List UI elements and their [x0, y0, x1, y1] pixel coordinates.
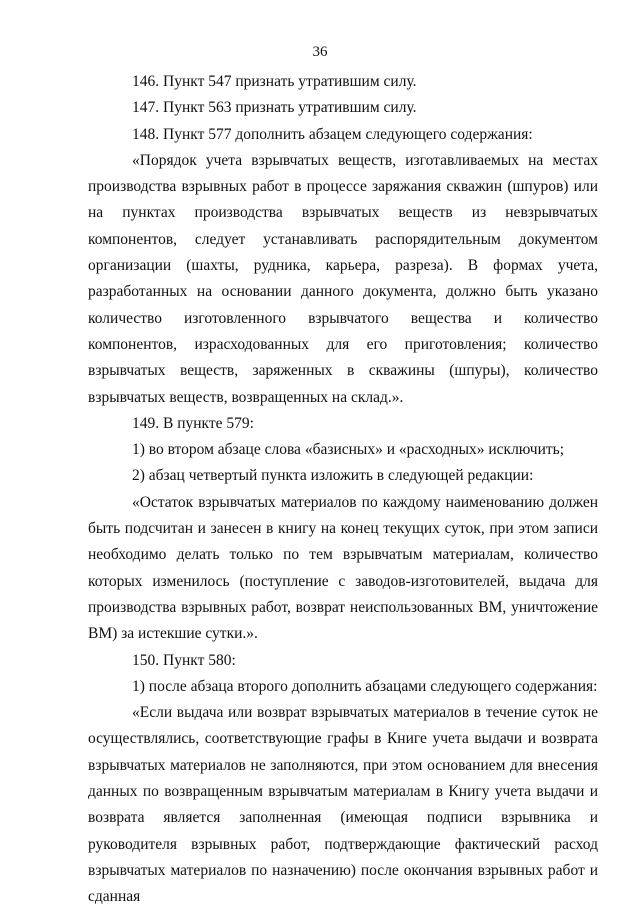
paragraph-148: 148. Пункт 577 дополнить абзацем следующего содержания: — [132, 125, 533, 143]
page-number: 36 — [312, 44, 328, 60]
paragraph-148-quote: «Порядок учета взрывчатых веществ, изготавливаемых на местах производства взрывных работ в процессе заряжания скважин (шпуров) или на пунктах производства взрывчатых веществ из невзрывчатых компонентов, следует устанавливать распорядительным документом организации (шахты, рудника, карьера, разреза). В формах учета, разработанных на основании данного документа, должно быть указано количество изготовленного взрывчатого вещества и количество компонентов, израсходованных для его приготовления; количество взрывчатых веществ, заряженных в скважины (шпуры), количество взрывчатых веществ, возвращенных на склад.». — [88, 151, 598, 406]
paragraph-149: 149. В пункте 579: — [132, 414, 254, 432]
paragraph-150-item-1: 1) после абзаца второго дополнить абзацами следующего содержания: — [132, 677, 598, 695]
paragraph-146: 146. Пункт 547 признать утратившим силу. — [132, 73, 417, 90]
paragraph-149-item-2: 2) абзац четвертый пункта изложить в следующей редакции: — [132, 467, 534, 485]
paragraph-150: 150. Пункт 580: — [132, 651, 236, 669]
paragraph-150-quote: «Если выдача или возврат взрывчатых материалов в течение суток не осуществлялись, соответствующие графы в Книге учета выдачи и возврата взрывчатых материалов не заполняются, при этом основанием для внесения данных по возвращенным взрывчатым материалам в Книгу учета выдачи и возврата является заполненная (имеющая подписи взрывника и руководителя взрывных работ, подтверждающие фактический расход взрывчатых материалов по назначению) после окончания взрывных работ и сданная — [88, 704, 598, 906]
document-body — [88, 69, 598, 911]
paragraph-149-item-1: 1) во втором абзаце слова «базисных» и «расходных» исключить; — [132, 441, 565, 459]
paragraph-147: 147. Пункт 563 признать утратившим силу. — [132, 99, 417, 117]
paragraph-149-quote: «Остаток взрывчатых материалов по каждому наименованию должен быть подсчитан и занесен в книгу на конец текущих суток, при этом записи необходимо делать только по тем взрывчатым материалам, количество которых изменилось (поступление с заводов-изготовителей, выдача для производства взрывных работ, возврат неиспользованных ВМ, уничтожение ВМ) за истекшие сутки.». — [88, 493, 598, 643]
